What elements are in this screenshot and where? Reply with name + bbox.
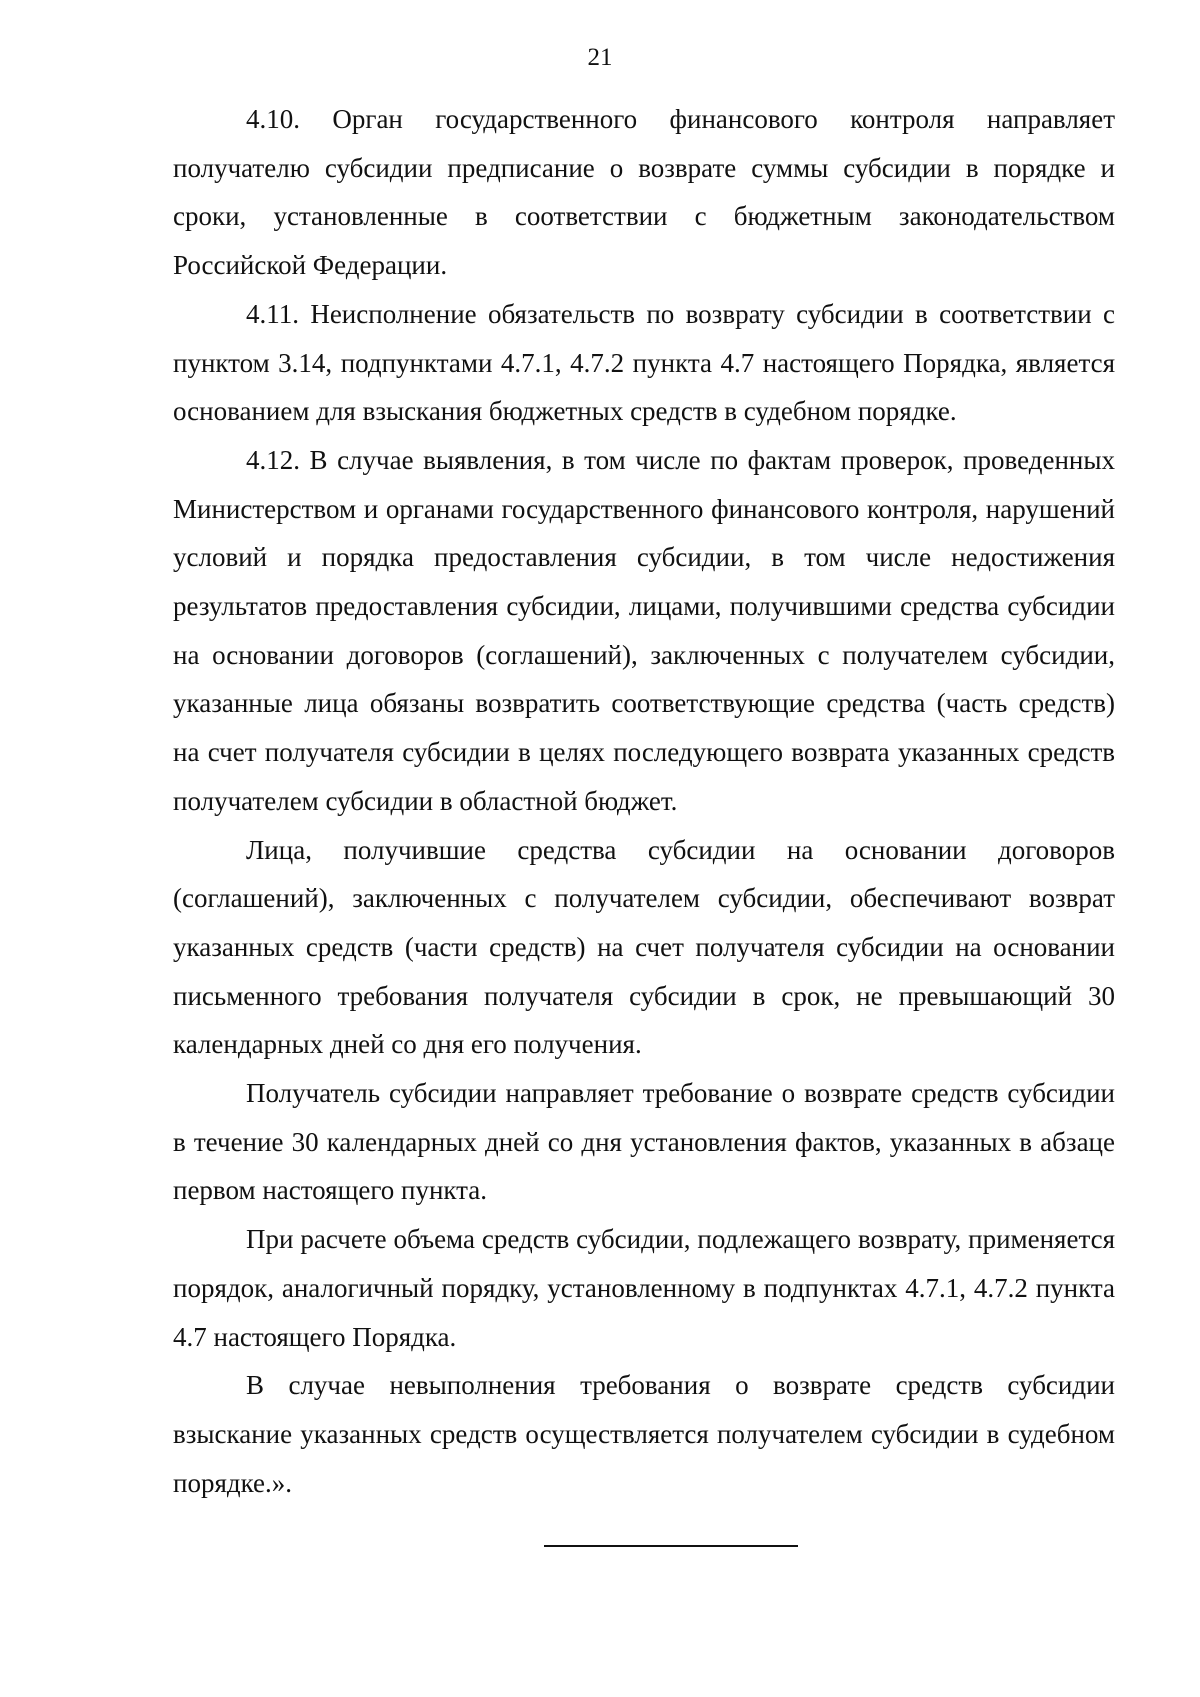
paragraph-4-10: 4.10. Орган государственного финансового контроля направляет получателю субсидии предписание о возврате суммы субсидии в порядке и сроки, установленные в соответствии с бюджетным законодательством Российской Федерации. bbox=[173, 104, 1115, 281]
document-body bbox=[173, 95, 1115, 1507]
page-number: 21 bbox=[587, 44, 613, 71]
closing-divider bbox=[544, 1545, 798, 1547]
paragraph-calculation: При расчете объема средств субсидии, подлежащего возврату, применяется порядок, аналогичный порядку, установленному в подпунктах 4.7.1, 4.7.2 пункта 4.7 настоящего Порядка. bbox=[173, 1224, 1115, 1352]
paragraph-4-11: 4.11. Неисполнение обязательств по возврату субсидии в соответствии с пунктом 3.14, подпунктами 4.7.1, 4.7.2 пункта 4.7 настоящего Порядка, является основанием для взыскания бюджетных средств в судебном порядке. bbox=[173, 298, 1115, 427]
paragraph-persons-return: Лица, получившие средства субсидии на основании договоров (соглашений), заключенных с получателем субсидии, обеспечивают возврат указанных средств (части средств) на счет получателя субсидии на основании письменного требования получателя субсидии в срок, не превышающий 30 календарных дней со дня его получения. bbox=[173, 834, 1115, 1060]
paragraph-recipient-demand: Получатель субсидии направляет требование о возврате средств субсидии в течение 30 календарных дней со дня установления фактов, указанных в абзаце первом настоящего пункта. bbox=[173, 1078, 1115, 1206]
paragraph-court-recovery: В случае невыполнения требования о возврате средств субсидии взыскание указанных средств осуществляется получателем субсидии в судебном порядке.». bbox=[173, 1370, 1115, 1498]
paragraph-4-12: 4.12. В случае выявления, в том числе по фактам проверок, проведенных Министерством и органами государственного финансового контроля, нарушений условий и порядка предоставления субсидии, в том числе недостижения результатов предоставления субсидии, лицами, получившими средства субсидии на основании договоров (соглашений), заключенных с получателем субсидии, указанные лица обязаны возвратить соответствующие средства (часть средств) на счет получателя субсидии в целях последующего возврата указанных средств получателем субсидии в областной бюджет. bbox=[173, 444, 1115, 816]
